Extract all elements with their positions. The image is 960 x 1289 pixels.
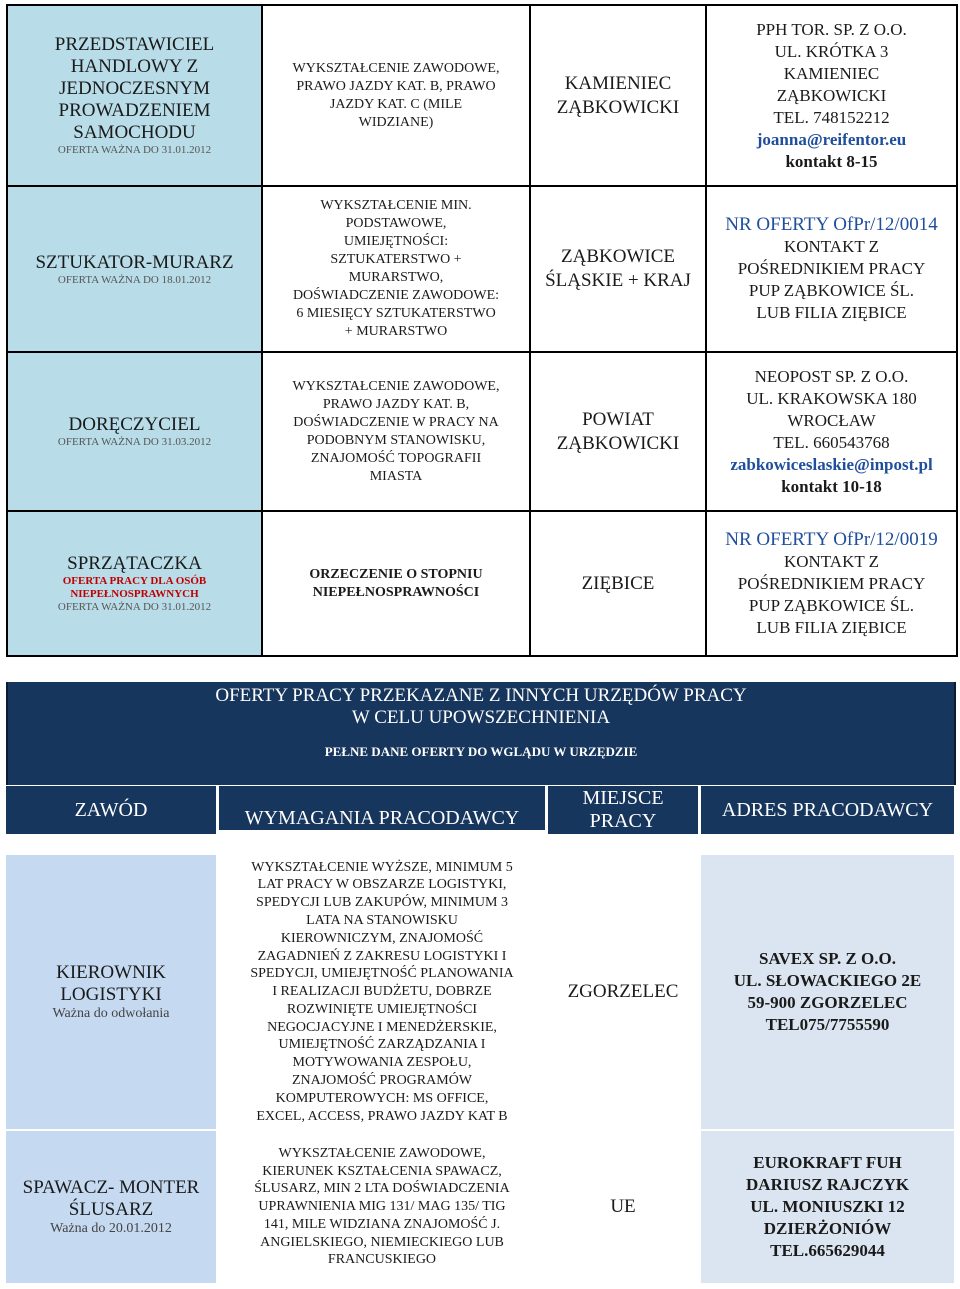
offer-title: DORĘCZYCIEL [68,414,201,435]
banner-subtitle: W CELU UPOWSZECHNIENIA [351,707,611,728]
requirements-line: DOŚWIADCZENIE ZAWODOWE: [292,288,500,303]
requirements-line: MIASTA [369,468,423,484]
requirements-line: ROZWINIĘTE UMIEJĘTNOŚCI [286,1001,478,1017]
requirements-line: SPEDYCJI LUB ZAKUPÓW, MINIMUM 3 [256,895,508,911]
requirements-line: PRAWO JAZDY KAT. B, [322,396,470,412]
workplace-cell [548,1131,698,1283]
employer-city: 59-900 ZGORZELEC [747,993,908,1012]
requirements-line: WYKSZTAŁCENIE WYŻSZE, MINIMUM 5 [251,859,513,875]
offer-title: PROWADZENIEM [58,100,211,121]
contact-line: PUP ZĄBKOWICE ŚL. [748,595,915,615]
offer-number: NR OFERTY OfPr/12/0019 [725,528,938,550]
workplace: ZĄBKOWICKI [556,432,680,454]
employer-street: UL. SŁOWACKIEGO 2E [733,971,922,990]
employer-street: UL. KRÓTKA 3 [774,41,889,61]
job-title: LOGISTYKI [60,984,162,1005]
requirements-line: WYKSZTAŁCENIE ZAWODOWE, [292,60,500,76]
workplace: ZGORZELEC [567,981,679,1002]
requirements-line: NEGOCJACYJNE I MENEDŻERSKIE, [267,1019,497,1035]
job-title-cell [6,1131,216,1283]
requirements-line: SZTUKATERSTWO + [330,252,462,267]
offer-title: SPRZĄTACZKA [67,553,202,574]
contact-line: LUB FILIA ZIĘBICE [756,303,907,322]
offer-validity: Ważna do 20.01.2012 [50,1221,172,1236]
requirements-line: ORZECZENIE O STOPNIU [309,566,483,582]
job-title: ŚLUSARZ [68,1199,154,1220]
employer-street: UL. MONIUSZKI 12 [750,1197,905,1216]
contact-hours: kontakt 10-18 [781,476,882,496]
offer-validity: OFERTA WAŻNA DO 31.03.2012 [57,436,212,448]
header-adres: ADRES PRACODAWCY [701,786,954,834]
requirements-cell [262,352,530,511]
workplace: ZĄBKOWICKI [556,96,680,118]
offer-title-cell [7,5,262,186]
requirements-line: WYKSZTAŁCENIE ZAWODOWE, [292,378,500,394]
banner-title: OFERTY PRACY PRZEKAZANE Z INNYCH URZĘDÓW PRACY [215,685,747,706]
requirements-line: LATA NA STANOWISKU [306,912,458,928]
offer-title: HANDLOWY Z [70,56,199,77]
employer-address-cell [706,511,957,656]
offer-row [7,511,957,656]
contact-line: LUB FILIA ZIĘBICE [756,617,907,637]
requirements-line: MOTYWOWANIA ZESPOŁU, [292,1055,472,1071]
header-miejsce: MIEJSCE PRACY [548,786,698,834]
employer-name: NEOPOST SP. Z O.O. [754,366,909,386]
requirements-line: DOŚWIADCZENIE W PRACY NA [293,414,499,430]
requirements-line: KOMPUTEROWYCH: MS OFFICE, [275,1090,489,1106]
requirements-line: + MURARSTWO [344,324,448,339]
workplace-cell [530,511,706,656]
requirements-line: LAT PRACY W OBSZARZE LOGISTYKI, [257,877,507,893]
requirements-line: KIERUNEK KSZTAŁCENIA SPAWACZ, [262,1163,502,1179]
requirements-line: SPEDYCJI, UMIEJĘTNOŚĆ PLANOWANIA [250,966,514,982]
offer-row [6,1131,954,1283]
offer-title: JEDNOCZESNYM [59,78,210,99]
requirements-line: EXCEL, ACCESS, PRAWO JAZDY KAT B [256,1108,508,1124]
requirements-line: ZNAJOMOŚĆ TOPOGRAFII [310,450,482,466]
requirements-cell [219,855,545,1129]
requirements-line: UPRAWNIENIA MIG 131/ MAG 135/ TIG [258,1199,506,1215]
requirements-line: PODOBNYM STANOWISKU, [306,432,486,448]
employer-address-cell [701,1131,954,1283]
requirements-line: I REALIZACJI BUDŻETU, DOBRZE [272,984,492,1000]
employer-phone: TEL075/7755590 [765,1015,890,1034]
workplace: KAMIENIEC [564,72,672,94]
contact-line: POŚREDNIKIEM PRACY [737,573,926,593]
requirements-cell [262,186,530,352]
employer-email-link[interactable]: joanna@reifentor.eu [756,129,907,149]
workplace: ZIĘBICE [581,572,655,594]
employer-city: DZIERŻONIÓW [763,1219,892,1238]
requirements-line: ZNAJOMOŚĆ PROGRAMÓW [291,1073,473,1089]
employer-city: ZĄBKOWICKI [776,85,887,105]
requirements-line: ŚLUSARZ, MIN 2 LTA DOŚWIADCZENIA [254,1181,510,1197]
requirements-line: 6 MIESIĘCY SZTUKATERSTWO [296,306,496,321]
requirements-line: NIEPEŁNOSPRAWNOŚCI [312,584,480,600]
contact-line: KONTAKT Z [783,551,880,571]
employer-name: EUROKRAFT FUH [753,1153,902,1172]
workplace: ŚLĄSKIE + KRAJ [545,270,691,291]
contact-line: PUP ZĄBKOWICE ŚL. [748,281,915,300]
contact-line: POŚREDNIKIEM PRACY [737,259,926,278]
requirements-line: UMIEJĘTNOŚĆ ZARZĄDZANIA I [278,1037,486,1053]
requirements-cell [262,5,530,186]
header-zawod: ZAWÓD [6,786,216,834]
employer-owner: DARIUSZ RAJCZYK [746,1175,909,1194]
other-offices-banner [6,682,956,785]
employer-address-cell [706,186,957,352]
requirements-line: ZAGADNIEŃ Z ZAKRESU LOGISTYKI I [257,948,507,964]
workplace: ZĄBKOWICE [561,246,675,267]
requirements-line: ANGIELSKIEGO, NIEMIECKIEGO LUB [260,1234,504,1250]
requirements-cell [219,1131,545,1283]
workplace-cell [530,352,706,511]
table-header-row [6,786,954,834]
employer-address-cell [706,352,957,511]
offer-title-cell [7,352,262,511]
employer-city: KAMIENIEC [783,63,880,83]
workplace-cell [530,5,706,186]
offer-row [7,352,957,511]
employer-address-cell [706,5,957,186]
requirements-line: MURARSTWO, [348,270,444,285]
header-wymagania: WYMAGANIA PRACODAWCY [219,786,545,830]
offer-row [7,5,957,186]
employer-street: UL. KRAKOWSKA 180 [746,388,917,408]
offer-title-cell [7,511,262,656]
workplace-cell [530,186,706,352]
workplace-cell [548,855,698,1129]
requirements-line: UMIEJĘTNOŚCI: [343,234,449,249]
offer-row [7,186,957,352]
offer-row [6,855,954,1129]
employer-phone: TEL. 748152212 [773,107,890,127]
workplace: UE [610,1196,636,1217]
requirements-line: WYKSZTAŁCENIE MIN. [320,198,472,213]
requirements-line: PRAWO JAZDY KAT. B, PRAWO [296,78,496,94]
contact-line: KONTAKT Z [783,237,880,256]
requirements-line: WIDZIANE) [358,114,434,130]
requirements-line: KIEROWNICZYM, ZNAJOMOŚĆ [280,930,484,946]
offer-validity: OFERTA WAŻNA DO 31.01.2012 [57,144,212,156]
offer-validity: OFERTA WAŻNA DO 18.01.2012 [57,273,212,286]
employer-city: WROCŁAW [787,410,876,430]
employer-name: PPH TOR. SP. Z O.O. [756,19,907,39]
requirements-line: FRANCUSKIEGO [327,1252,437,1268]
job-title: SPAWACZ- MONTER [22,1177,200,1198]
local-offers-table [6,4,958,657]
employer-phone: TEL. 660543768 [773,432,890,452]
requirements-line: WYKSZTAŁCENIE ZAWODOWE, [278,1145,486,1161]
offer-title: SAMOCHODU [73,122,196,143]
job-title-cell [6,855,216,1129]
employer-phone: TEL.665629044 [770,1241,885,1260]
offer-validity: OFERTA WAŻNA DO 31.01.2012 [57,601,212,613]
disability-offer-note: OFERTA PRACY DLA OSÓB NIEPEŁNOSPRAWNYCH [62,575,207,600]
requirements-line: PODSTAWOWE, [345,216,447,231]
job-title: KIEROWNIK [56,962,166,983]
banner-note: PEŁNE DANE OFERTY DO WGLĄDU W URZĘDZIE [324,744,638,759]
requirements-cell [262,511,530,656]
requirements-line: 141, MILE WIDZIANA ZNAJOMOŚĆ J. [263,1216,501,1232]
offer-validity: Ważna do odwołania [52,1006,170,1021]
contact-hours: kontakt 8-15 [785,151,878,171]
employer-name: SAVEX SP. Z O.O. [758,949,896,968]
offer-number: NR OFERTY OfPr/12/0014 [725,214,938,235]
employer-email-link[interactable]: zabkowiceslaskie@inpost.pl [730,454,933,474]
offer-title: PRZEDSTAWICIEL [54,34,215,55]
offer-title: SZTUKATOR-MURARZ [35,251,234,273]
employer-address-cell [701,855,954,1129]
offer-title-cell [7,186,262,352]
requirements-line: JAZDY KAT. C (MILE [329,96,463,112]
workplace: POWIAT [582,408,654,430]
